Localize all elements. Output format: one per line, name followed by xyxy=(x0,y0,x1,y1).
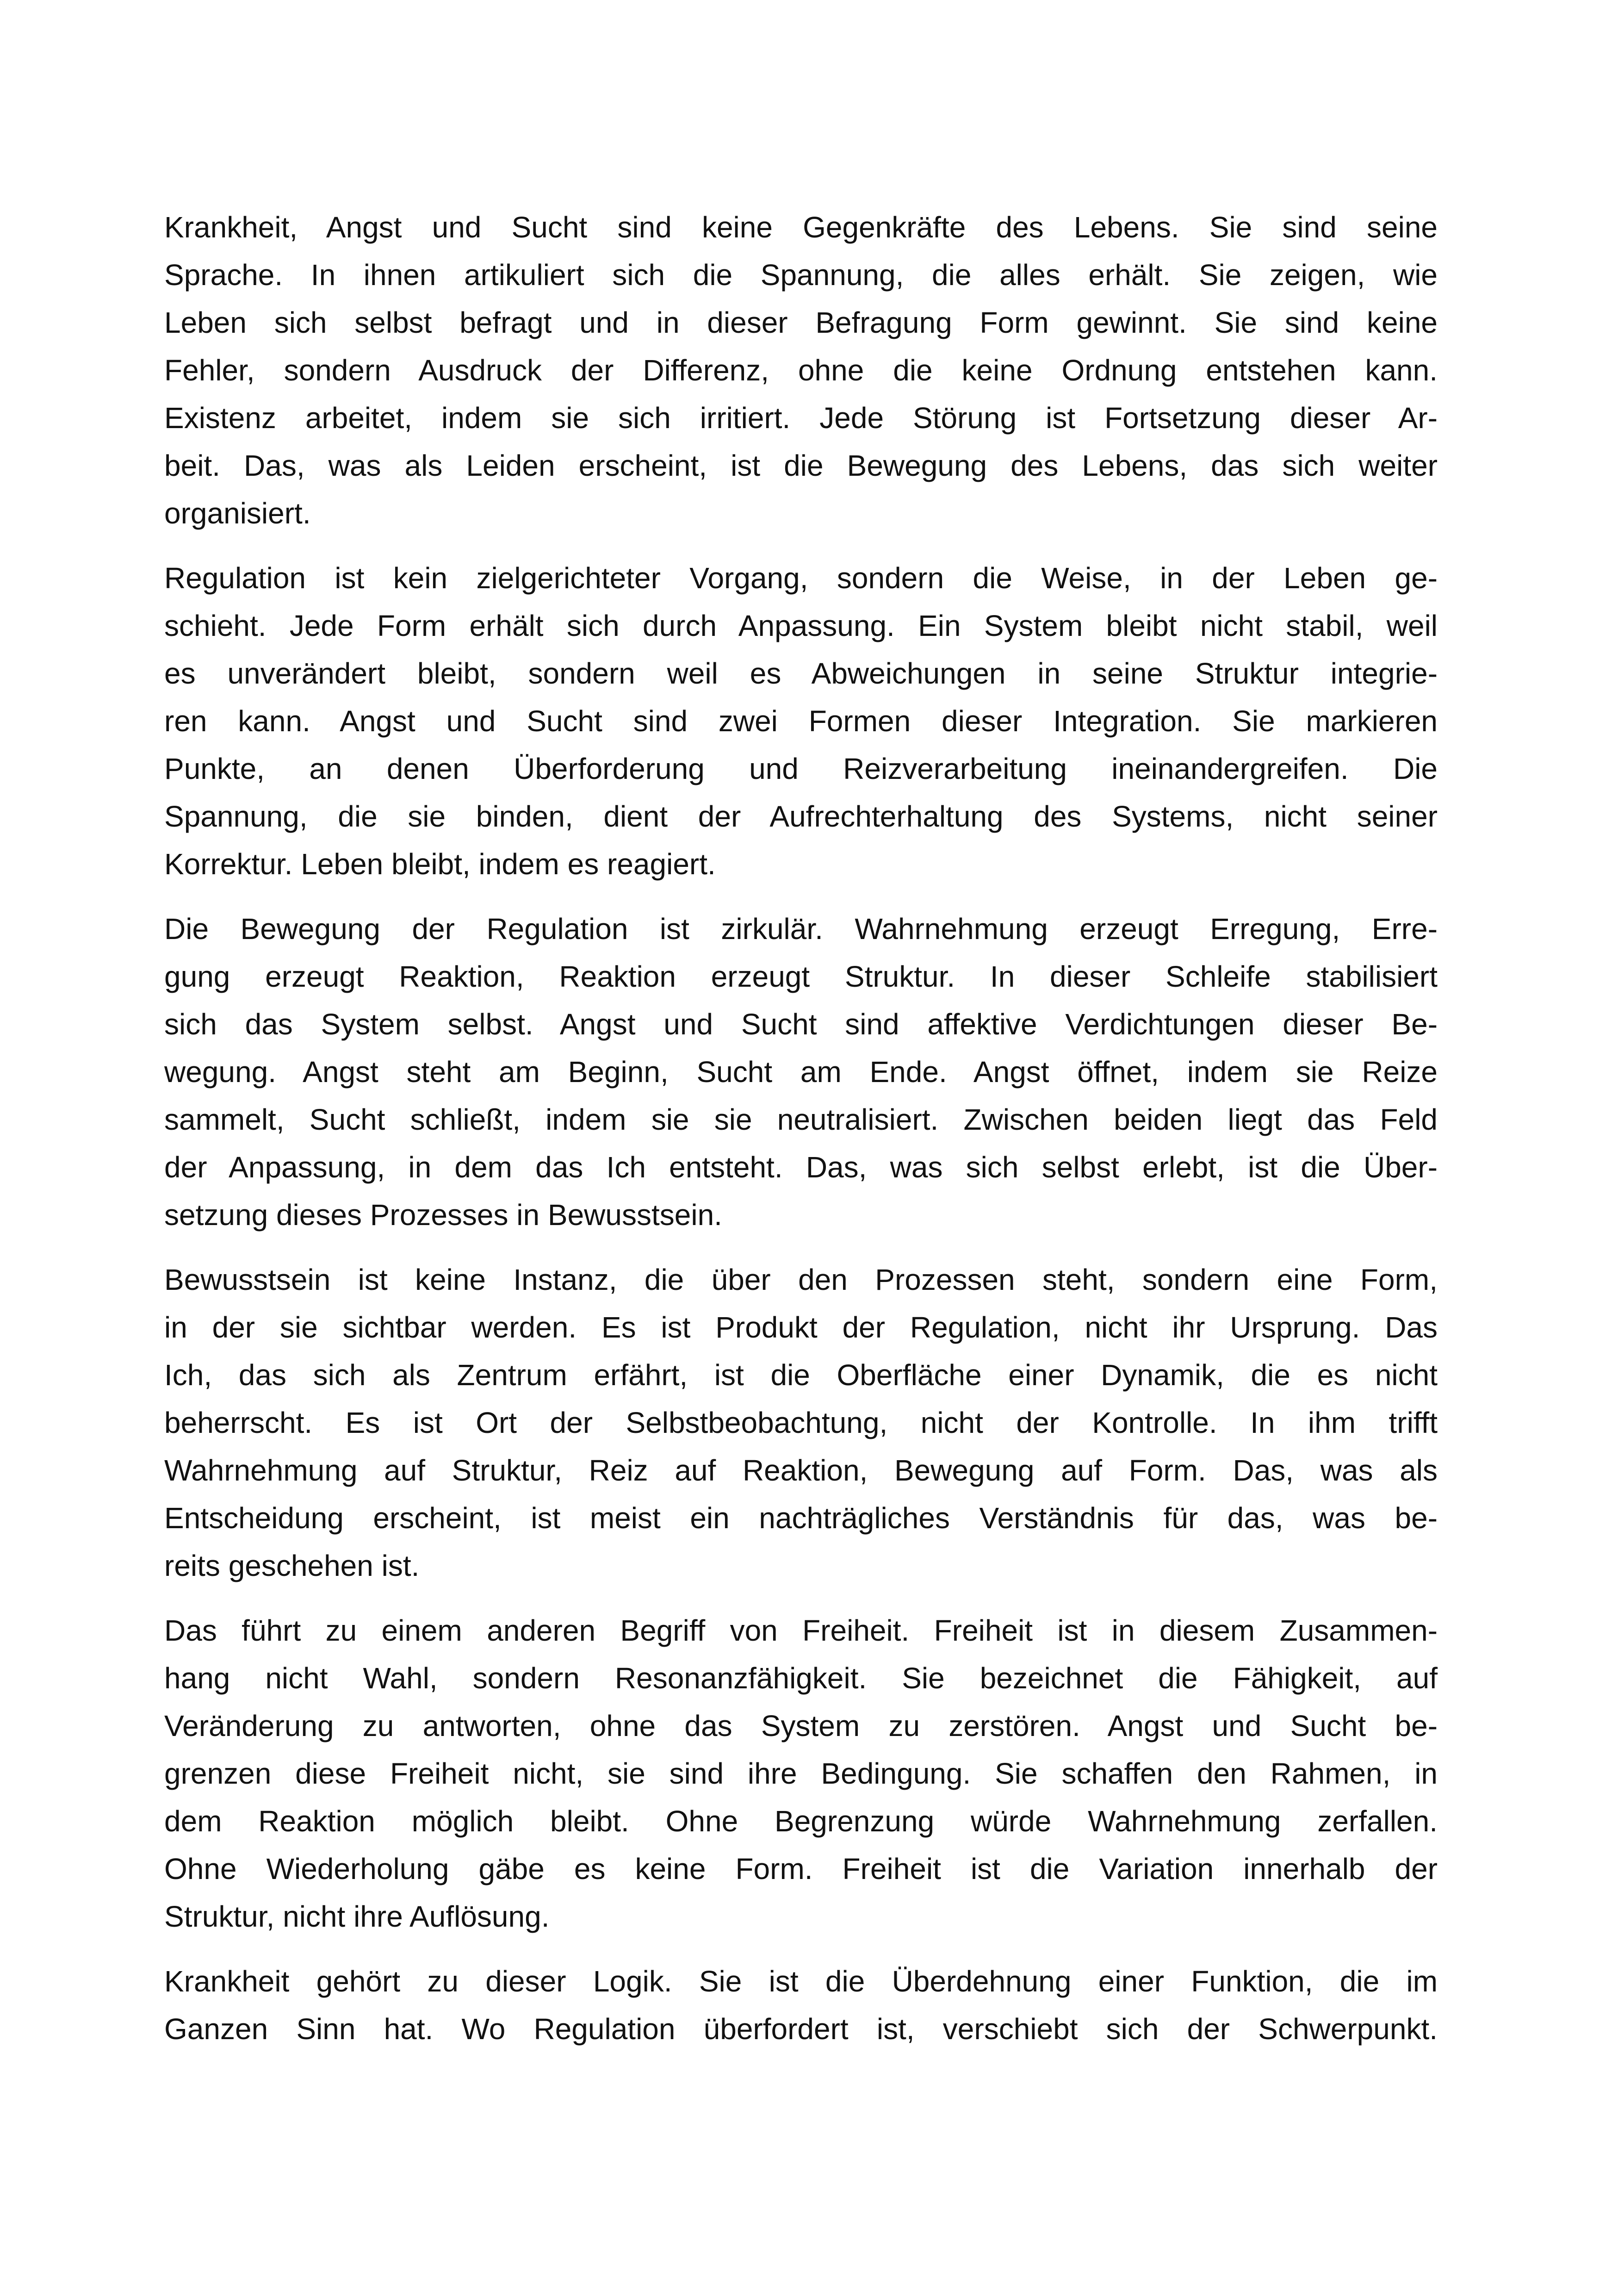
text-line: Veränderung zu antworten, ohne das System zu zerstören. Angst und Sucht be- xyxy=(164,1709,1438,1742)
paragraph xyxy=(164,905,1438,1239)
text-line: Korrektur. Leben bleibt, indem es reagiert. xyxy=(164,847,716,881)
text-line: Ich, das sich als Zentrum erfährt, ist die Oberfläche einer Dynamik, die es nicht xyxy=(164,1358,1438,1392)
text-line: Punkte, an denen Überforderung und Reizverarbeitung ineinandergreifen. Die xyxy=(164,752,1438,785)
text-line: Struktur, nicht ihre Auflösung. xyxy=(164,1900,550,1933)
text-line: grenzen diese Freiheit nicht, sie sind ihre Bedingung. Sie schaffen den Rahmen, in xyxy=(164,1757,1438,1790)
text-line: Spannung, die sie binden, dient der Aufrechterhaltung des Systems, nicht seiner xyxy=(164,800,1438,833)
paragraph xyxy=(164,554,1438,888)
document-body xyxy=(164,204,1438,2070)
text-line: Das führt zu einem anderen Begriff von Freiheit. Freiheit ist in diesem Zusammen- xyxy=(164,1614,1438,1647)
text-line: Existenz arbeitet, indem sie sich irritiert. Jede Störung ist Fortsetzung dieser Ar- xyxy=(164,401,1438,435)
text-line: setzung dieses Prozesses in Bewusstsein. xyxy=(164,1198,722,1232)
text-line: Sprache. In ihnen artikuliert sich die Spannung, die alles erhält. Sie zeigen, wie xyxy=(164,258,1438,292)
paragraph xyxy=(164,1256,1438,1590)
text-line: es unverändert bleibt, sondern weil es Abweichungen in seine Struktur integrie- xyxy=(164,657,1438,690)
text-line: Ohne Wiederholung gäbe es keine Form. Freiheit ist die Variation innerhalb der xyxy=(164,1852,1438,1885)
paragraph xyxy=(164,1958,1438,2053)
text-line: sammelt, Sucht schließt, indem sie sie neutralisiert. Zwischen beiden liegt das Feld xyxy=(164,1103,1438,1136)
text-line: Leben sich selbst befragt und in dieser Befragung Form gewinnt. Sie sind keine xyxy=(164,306,1438,339)
paragraph xyxy=(164,204,1438,537)
text-line: Wahrnehmung auf Struktur, Reiz auf Reaktion, Bewegung auf Form. Das, was als xyxy=(164,1454,1438,1487)
text-line: hang nicht Wahl, sondern Resonanzfähigkeit. Sie bezeichnet die Fähigkeit, auf xyxy=(164,1661,1438,1695)
text-line: Bewusstsein ist keine Instanz, die über den Prozessen steht, sondern eine Form, xyxy=(164,1263,1438,1296)
text-line: beit. Das, was als Leiden erscheint, ist die Bewegung des Lebens, das sich weiter xyxy=(164,449,1438,482)
text-line: dem Reaktion möglich bleibt. Ohne Begrenzung würde Wahrnehmung zerfallen. xyxy=(164,1804,1438,1838)
text-line: beherrscht. Es ist Ort der Selbstbeobachtung, nicht der Kontrolle. In ihm trifft xyxy=(164,1406,1438,1439)
text-line: gung erzeugt Reaktion, Reaktion erzeugt Struktur. In dieser Schleife stabilisiert xyxy=(164,960,1438,993)
text-line: in der sie sichtbar werden. Es ist Produkt der Regulation, nicht ihr Ursprung. Das xyxy=(164,1311,1438,1344)
text-line: organisiert. xyxy=(164,497,311,530)
paragraph xyxy=(164,1607,1438,1941)
text-line: schieht. Jede Form erhält sich durch Anpassung. Ein System bleibt nicht stabil, weil xyxy=(164,609,1438,642)
text-line: wegung. Angst steht am Beginn, Sucht am Ende. Angst öffnet, indem sie Reize xyxy=(164,1055,1438,1089)
text-line: sich das System selbst. Angst und Sucht sind affektive Verdichtungen dieser Be- xyxy=(164,1008,1438,1041)
text-line: Fehler, sondern Ausdruck der Differenz, ohne die keine Ordnung entstehen kann. xyxy=(164,354,1438,387)
text-line: Regulation ist kein zielgerichteter Vorgang, sondern die Weise, in der Leben ge- xyxy=(164,561,1438,595)
text-line: Entscheidung erscheint, ist meist ein nachträgliches Verständnis für das, was be- xyxy=(164,1501,1438,1535)
text-line: ren kann. Angst und Sucht sind zwei Formen dieser Integration. Sie markieren xyxy=(164,704,1438,738)
text-line: Ganzen Sinn hat. Wo Regulation überfordert ist, verschiebt sich der Schwerpunkt. xyxy=(164,2012,1438,2046)
text-line: der Anpassung, in dem das Ich entsteht. Das, was sich selbst erlebt, ist die Über- xyxy=(164,1151,1438,1184)
text-line: Krankheit, Angst und Sucht sind keine Gegenkräfte des Lebens. Sie sind seine xyxy=(164,211,1438,244)
text-line: reits geschehen ist. xyxy=(164,1549,420,1582)
text-line: Krankheit gehört zu dieser Logik. Sie ist die Überdehnung einer Funktion, die im xyxy=(164,1965,1438,1998)
text-line: Die Bewegung der Regulation ist zirkulär. Wahrnehmung erzeugt Erregung, Erre- xyxy=(164,912,1438,946)
